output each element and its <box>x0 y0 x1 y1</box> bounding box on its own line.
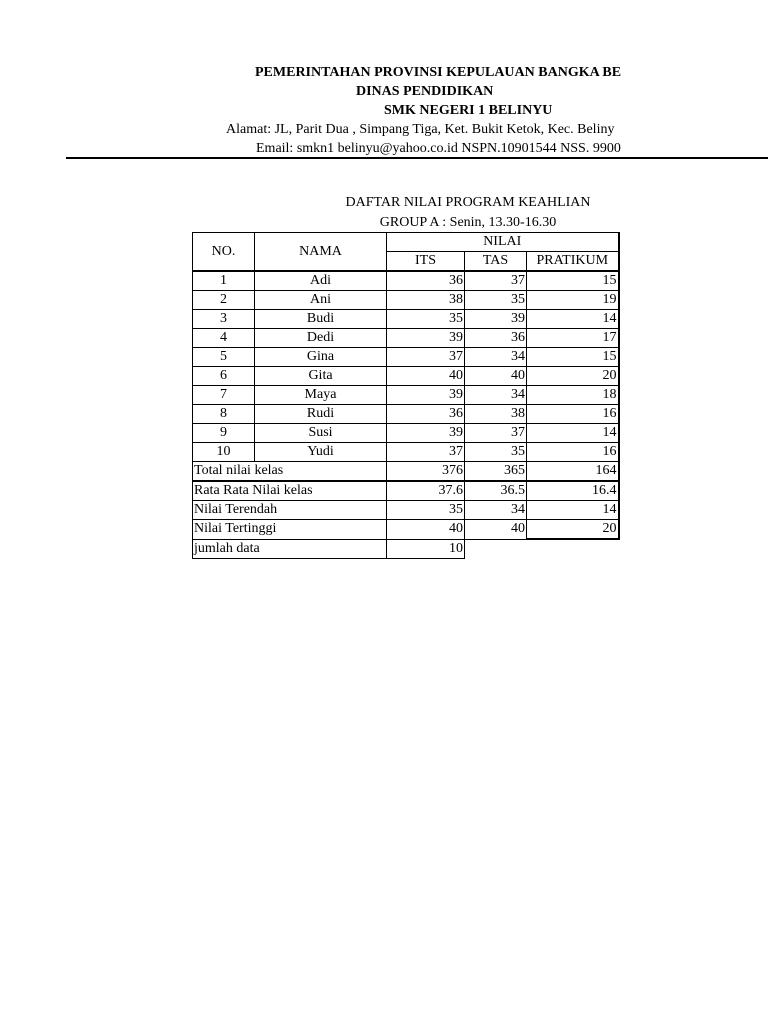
row-tas: 37 <box>465 271 527 291</box>
summary-pratikum: 20 <box>527 520 619 540</box>
summary-tas: 36.5 <box>465 481 527 501</box>
row-pratikum: 15 <box>527 348 619 367</box>
row-nama: Yudi <box>255 443 387 462</box>
row-pratikum: 14 <box>527 310 619 329</box>
row-pratikum: 15 <box>527 271 619 291</box>
row-pratikum: 17 <box>527 329 619 348</box>
header-tas: TAS <box>465 252 527 272</box>
row-tas: 39 <box>465 310 527 329</box>
header-no: NO. <box>193 233 255 272</box>
row-tas: 36 <box>465 329 527 348</box>
summary-its: 376 <box>387 462 465 482</box>
summary-row-average <box>193 481 619 501</box>
summary-row-highest <box>193 520 619 540</box>
row-no: 8 <box>193 405 255 424</box>
summary-its: 37.6 <box>387 481 465 501</box>
summary-tas: 40 <box>465 520 527 540</box>
row-nama: Budi <box>255 310 387 329</box>
row-pratikum: 19 <box>527 291 619 310</box>
row-tas: 38 <box>465 405 527 424</box>
row-nama: Ani <box>255 291 387 310</box>
document-title: DAFTAR NILAI PROGRAM KEAHLIAN <box>345 195 591 210</box>
row-no: 6 <box>193 367 255 386</box>
header-department: DINAS PENDIDIKAN <box>356 84 494 99</box>
row-no: 3 <box>193 310 255 329</box>
table-header-row <box>193 233 619 252</box>
summary-label: Nilai Terendah <box>193 501 387 520</box>
row-no: 5 <box>193 348 255 367</box>
row-nama: Rudi <box>255 405 387 424</box>
summary-label: Total nilai kelas <box>193 462 387 482</box>
table-row <box>193 405 619 424</box>
letterhead <box>0 0 768 170</box>
row-pratikum: 16 <box>527 443 619 462</box>
header-divider <box>66 157 768 159</box>
table-row <box>193 291 619 310</box>
row-its: 36 <box>387 405 465 424</box>
table-row <box>193 367 619 386</box>
summary-its: 35 <box>387 501 465 520</box>
document-subtitle: GROUP A : Senin, 13.30-16.30 <box>379 215 557 230</box>
row-its: 36 <box>387 271 465 291</box>
row-nama: Gita <box>255 367 387 386</box>
count-label: jumlah data <box>193 539 387 558</box>
row-its: 39 <box>387 386 465 405</box>
table-row <box>193 329 619 348</box>
row-tas: 35 <box>465 291 527 310</box>
header-government: PEMERINTAHAN PROVINSI KEPULAUAN BANGKA BE <box>255 65 622 80</box>
summary-row-count <box>193 539 619 558</box>
row-tas: 35 <box>465 443 527 462</box>
row-pratikum: 14 <box>527 424 619 443</box>
summary-tas: 365 <box>465 462 527 482</box>
row-its: 38 <box>387 291 465 310</box>
summary-its: 40 <box>387 520 465 540</box>
row-nama: Susi <box>255 424 387 443</box>
summary-tas: 34 <box>465 501 527 520</box>
row-no: 10 <box>193 443 255 462</box>
table-row <box>193 386 619 405</box>
header-email: Email: smkn1 belinyu@yahoo.co.id NSPN.10901544 NSS. 9900 <box>256 141 621 156</box>
header-nilai: NILAI <box>387 233 619 252</box>
summary-pratikum: 14 <box>527 501 619 520</box>
summary-label: Nilai Tertinggi <box>193 520 387 540</box>
row-tas: 34 <box>465 348 527 367</box>
row-nama: Gina <box>255 348 387 367</box>
row-its: 37 <box>387 443 465 462</box>
header-its: ITS <box>387 252 465 272</box>
row-no: 4 <box>193 329 255 348</box>
row-pratikum: 18 <box>527 386 619 405</box>
row-tas: 37 <box>465 424 527 443</box>
row-tas: 40 <box>465 367 527 386</box>
count-value: 10 <box>387 539 465 558</box>
summary-pratikum: 164 <box>527 462 619 482</box>
table-row <box>193 348 619 367</box>
row-its: 37 <box>387 348 465 367</box>
row-no: 7 <box>193 386 255 405</box>
row-nama: Maya <box>255 386 387 405</box>
empty-cell <box>527 539 619 558</box>
row-its: 35 <box>387 310 465 329</box>
summary-label: Rata Rata Nilai kelas <box>193 481 387 501</box>
row-nama: Dedi <box>255 329 387 348</box>
row-pratikum: 16 <box>527 405 619 424</box>
row-pratikum: 20 <box>527 367 619 386</box>
row-no: 9 <box>193 424 255 443</box>
row-no: 1 <box>193 271 255 291</box>
table-row <box>193 443 619 462</box>
row-no: 2 <box>193 291 255 310</box>
header-address: Alamat: JL, Parit Dua , Simpang Tiga, Ket. Bukit Ketok, Kec. Beliny <box>226 122 615 137</box>
empty-cell <box>465 539 527 558</box>
summary-row-total <box>193 462 619 482</box>
row-tas: 34 <box>465 386 527 405</box>
table-row <box>193 271 619 291</box>
table-row <box>193 310 619 329</box>
table-row <box>193 424 619 443</box>
row-its: 39 <box>387 329 465 348</box>
grade-table <box>192 232 620 559</box>
header-school: SMK NEGERI 1 BELINYU <box>384 103 553 118</box>
row-its: 40 <box>387 367 465 386</box>
header-nama: NAMA <box>255 233 387 272</box>
summary-pratikum: 16.4 <box>527 481 619 501</box>
row-nama: Adi <box>255 271 387 291</box>
row-its: 39 <box>387 424 465 443</box>
summary-row-lowest <box>193 501 619 520</box>
header-pratikum: PRATIKUM <box>527 252 619 272</box>
